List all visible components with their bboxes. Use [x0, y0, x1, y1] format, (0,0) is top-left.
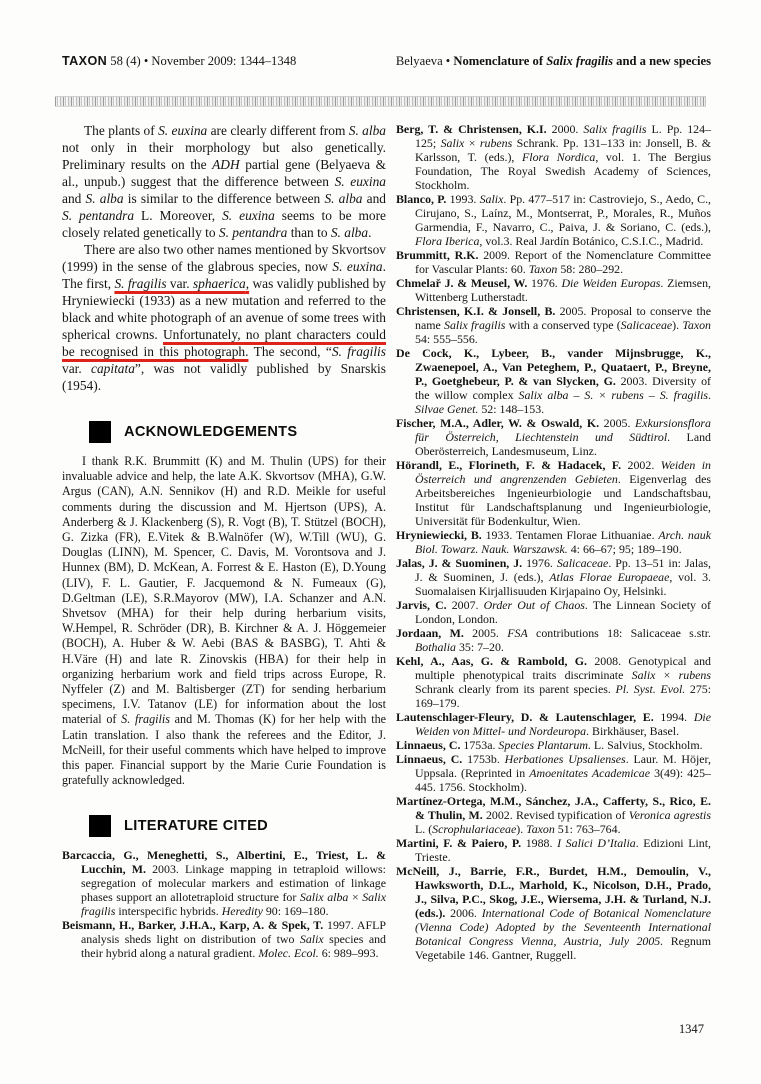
two-column-body	[62, 122, 711, 962]
reference-entry: Lautenschlager-Fleury, D. & Lautenschlager, E. 1994. Die Weiden von Mittel- und Nordeuropa. Birkhäuser, Basel.	[396, 710, 711, 738]
reference-entry: Jarvis, C. 2007. Order Out of Chaos. The Linnean Society of London, London.	[396, 598, 711, 626]
left-column	[62, 122, 386, 962]
reference-entry: Martínez-Ortega, M.M., Sánchez, J.A., Cafferty, S., Rico, E. & Thulin, M. 2002. Revised typification of Veronica agrestis L. (Scrophulariaceae). Taxon 51: 763–764.	[396, 794, 711, 836]
right-column	[396, 122, 711, 962]
reference-entry: Hryniewiecki, B. 1933. Tentamen Florae Lithuaniae. Arch. nauk Biol. Towarz. Nauk. Warszawsk. 4: 66–67; 95; 189–190.	[396, 528, 711, 556]
header-divider-band	[55, 96, 706, 107]
section-marker-icon	[89, 421, 111, 443]
reference-entry: De Cock, K., Lybeer, B., vander Mijnsbrugge, K., Zwaenepoel, A., Van Peteghem, P., Quataert, P., Breyne, P., Goetghebeur, P. & van Slycken, G. 2003. Diversity of the willow complex Salix alba – S. × rubens – S. fragilis. Silvae Genet. 52: 148–153.	[396, 346, 711, 416]
reference-entry: Barcaccia, G., Meneghetti, S., Albertini, E., Triest, L. & Lucchin, M. 2003. Linkage mapping in tetraploid willows: segregation of molecular markers and estimation of linkage phases support an allotetraploid structure for Salix alba × Salix fragilis interspecific hybrids. Heredity 90: 169–180.	[62, 848, 387, 919]
acknowledgements-heading	[89, 421, 386, 443]
acknowledgements-text: I thank R.K. Brummitt (K) and M. Thulin (UPS) for their invaluable advice and help, the late A.K. Skvortsov (MHA), G.W. Argus (CAN), A.N. Sennikov (H) and R.D. Meikle for useful comments during the discussion and M. Hjertson (UPS), A. Anderberg & J. Klackenberg (S), R. Vogt (B), T. Stützel (BOCH), G. Zizka (FR), E.Vitek & B.Walnöfer (W), W.Till (WU), G. Douglas (LINN), M. Spencer, C. Davis, M. Vorontsova and J. Hunnex (BM), D. McKean, A. Forrest & E. Haston (E), D.Young (LIV), F. L. Gautier, F. Jacquemond & N. Fumeaux (G), D.Geltman (LE), S.R.Mayorov (MW), I.A. Schanzer and A.N. Shvetsov (MHA) for their help during herbarium visits, W.Hempel, R. Schröder (DR), B. Kirchner & A. J. Höggemeier (BOCH), A. Huber & W. Aebi (BAS & BASBG), T. Ahti & H.Väre (H) and late R. Zinovskis (HBA) for their help in organizing herbarium work and field trips across Europe, R. Nyffeler (Z) and M. Baltisberger (ZT) for sending herbarium specimens, I.V. Tatanov (LE) for information about the lost material of S. fragilis and M. Thomas (K) for her help with the Latin translation. I also thank the referees and the Editor, J. McNeill, for their useful comments which have helped to improve this paper. Financial support by the Marie Curie Foundation is gratefully acknowledged.	[62, 454, 386, 788]
reference-list-right	[396, 122, 711, 962]
reference-entry: Linnaeus, C. 1753a. Species Plantarum. L. Salvius, Stockholm.	[396, 738, 703, 752]
reference-entry: Linnaeus, C. 1753b. Herbationes Upsalienses. Laur. M. Höjer, Uppsala. (Reprinted in Amoenitates Academicae 3(49): 425–445. 1756. Stockholm).	[396, 752, 712, 794]
running-title: Belyaeva • Nomenclature of Salix fragilis and a new species	[395, 54, 711, 68]
body-paragraph: The plants of S. euxina are clearly different from S. alba not only in their morphology but also genetically. Preliminary results on the ADH partial gene (Belyaeva & al., unpub.) suggest that the difference between S. euxina and S. alba is similar to the difference between S. alba and S. pentandra L. Moreover, S. euxina seems to be more closely related genetically to S. pentandra than to S. alba.	[62, 123, 387, 240]
body-paragraph: There are also two other names mentioned by Skvortsov (1999) in the sense of the glabrous species, now S. euxina. The first, S. fragilis var. sphaerica, was validly published by Hryniewiecki (1933) as a new mutation and referred to the black and white photograph of an avenue of some trees with spherical crowns. Unfortunately, no plant characters could be recognised in this photograph. The second, “S. fragilis var. capitata”, was not validly published by Snarskis (1954).	[62, 242, 386, 393]
reference-entry: Kehl, A., Aas, G. & Rambold, G. 2008. Genotypical and multiple phenotypical traits discriminate Salix × rubens Schrank clearly from its parent species. Pl. Syst. Evol. 275: 169–179.	[396, 654, 712, 710]
reference-list-left	[62, 848, 386, 960]
page-header	[62, 54, 711, 69]
section-marker-icon	[89, 815, 111, 837]
page-number: 1347	[678, 1022, 704, 1036]
literature-cited-heading	[89, 815, 386, 837]
reference-entry: Hörandl, E., Florineth, F. & Hadacek, F. 2002. Weiden in Österreich und angrenzenden Gebieten. Eigenverlag des Arbeitsbereiches Ingenieurbiologie und Landschaftsbau, Institut für Landschaftsplanung und Ingenieurbiologie, Universität für Bodenkultur, Wien.	[396, 458, 712, 528]
reference-entry: Chmelař J. & Meusel, W. 1976. Die Weiden Europas. Ziemsen, Wittenberg Lutherstadt.	[396, 276, 711, 304]
body-paragraphs	[62, 122, 386, 394]
reference-entry: Berg, T. & Christensen, K.I. 2000. Salix fragilis L. Pp. 124–125; Salix × rubens Schrank. Pp. 131–133 in: Jonsell, B. & Karlsson, T. (eds.), Flora Nordica, vol. 1. The Bergius Foundation, The Royal Swedish Academy of Sciences, Stockholm.	[396, 122, 712, 192]
reference-entry: Beismann, H., Barker, J.H.A., Karp, A. & Spek, T. 1997. AFLP analysis sheds light on distribution of two Salix species and their hybrid along a natural gradient. Molec. Ecol. 6: 989–993.	[62, 918, 387, 961]
reference-entry: Jalas, J. & Suominen, J. 1976. Salicaceae. Pp. 13–51 in: Jalas, J. & Suominen, J. (eds.), Atlas Florae Europaeae, vol. 3. Suomalaisen Kirjallisuuden Kirjapaino Oy, Helsinki.	[396, 556, 712, 598]
reference-entry: Martini, F. & Paiero, P. 1988. I Salici D’Italia. Edizioni Lint, Trieste.	[396, 836, 712, 864]
reference-entry: Fischer, M.A., Adler, W. & Oswald, K. 2005. Exkursionsflora für Österreich, Liechtenstein und Südtirol. Land Oberösterreich, Landesmuseum, Linz.	[396, 416, 711, 458]
journal-citation: TAXON 58 (4) • November 2009: 1344–1348	[62, 54, 297, 68]
reference-entry: Blanco, P. 1993. Salix. Pp. 477–517 in: Castroviejo, S., Aedo, C., Cirujano, S., Laínz, M., Montserrat, P., Morales, R., Muños Garmendia, F., Navarro, C., Paiva, J. & Soriano, C. (eds.), Flora Iberica, vol.3. Real Jardín Botánico, C.S.I.C., Madrid.	[396, 192, 712, 248]
reference-entry: Brummitt, R.K. 2009. Report of the Nomenclature Committee for Vascular Plants: 60. Taxon 58: 280–292.	[396, 248, 711, 276]
reference-entry: Christensen, K.I. & Jonsell, B. 2005. Proposal to conserve the name Salix fragilis with a conserved type (Salicaceae). Taxon 54: 555–556.	[396, 304, 711, 346]
reference-entry: Jordaan, M. 2005. FSA contributions 18: Salicaceae s.str. Bothalia 35: 7–20.	[396, 626, 711, 654]
reference-entry: McNeill, J., Barrie, F.R., Burdet, H.M., Demoulin, V., Hawksworth, D.L., Marhold, K., Nicolson, D.H., Prado, J., Silva, P.C., Skog, J.E., Wiersema, J.H. & Turland, N.J. (eds.). 2006. International Code of Botanical Nomenclature (Vienna Code) Adopted by the Seventeenth International Botanical Congress Vienna, Austria, July 2005. Regnum Vegetabile 146. Gantner, Ruggell.	[396, 864, 712, 962]
literature-cited-title: LITERATURE CITED	[124, 818, 268, 835]
acknowledgements-title: ACKNOWLEDGEMENTS	[124, 424, 298, 440]
